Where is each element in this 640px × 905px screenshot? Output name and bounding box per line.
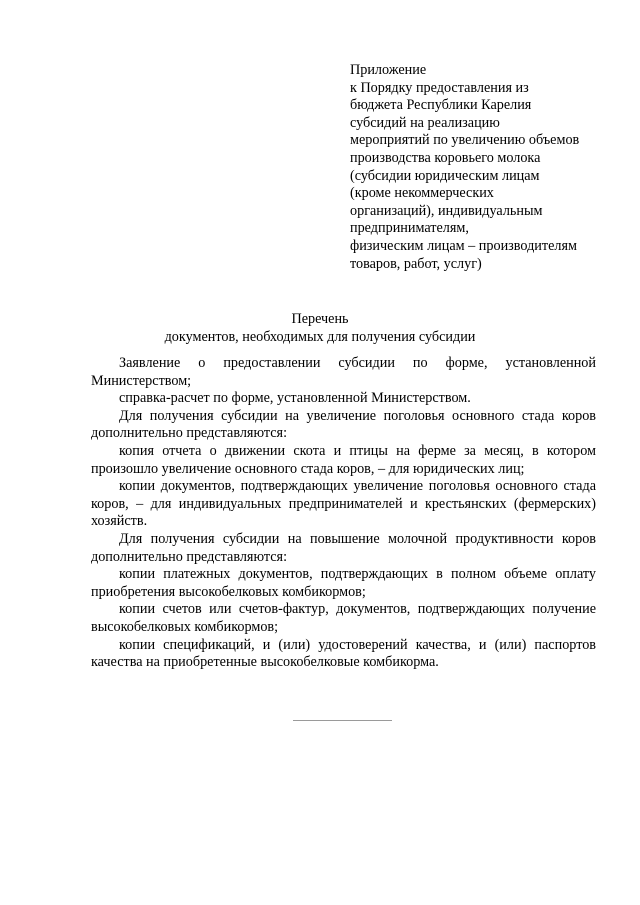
appendix-line: к Порядку предоставления из: [350, 79, 529, 96]
body-paragraph: Для получения субсидии на повышение молочной продуктивности коров дополнительно представляются:: [91, 530, 596, 565]
appendix-line: производства коровьего молока: [350, 149, 541, 166]
body-paragraph: Заявление о предоставлении субсидии по форме, установленной Министерством;: [91, 355, 596, 389]
document-subtitle: документов, необходимых для получения субсидии: [164, 329, 476, 345]
appendix-line: бюджета Республики Карелия: [350, 97, 532, 114]
appendix-line: физическим лицам – производителям: [350, 237, 577, 254]
appendix-line: (кроме некоммерческих: [350, 185, 494, 202]
body-paragraph: копии платежных документов, подтверждающих в полном объеме оплату приобретения высокобелковых комбикормов;: [91, 566, 596, 600]
appendix-line: (субсидии юридическим лицам: [350, 167, 540, 184]
appendix-line: Приложение: [350, 62, 427, 78]
body-paragraph: копии счетов или счетов-фактур, документов, подтверждающих получение высокобелковых комбикормов;: [91, 601, 596, 635]
body-paragraph: копия отчета о движении скота и птицы на ферме за месяц, в котором произошло увеличение основного стада коров, – для юридических лиц;: [91, 442, 596, 477]
body-paragraph: Для получения субсидии на увеличение поголовья основного стада коров дополнительно представляются:: [91, 407, 596, 442]
body-paragraph: копии спецификаций, и (или) удостоверений качества, и (или) паспортов качества на приобретенные высокобелковые комбикорма.: [91, 636, 596, 671]
document-title: Перечень: [291, 311, 349, 327]
appendix-header: [350, 62, 610, 273]
document-body: [91, 355, 596, 672]
end-separator-line: [293, 720, 392, 721]
appendix-line: организаций), индивидуальным: [350, 202, 543, 219]
body-paragraph: копии документов, подтверждающих увеличение поголовья основного стада коров, – для индивидуальных предпринимателей и крестьянских (фермерских) хозяйств.: [91, 478, 596, 530]
appendix-line: товаров, работ, услуг): [350, 255, 482, 272]
appendix-line: предпринимателям,: [350, 220, 469, 237]
body-paragraph: справка-расчет по форме, установленной Министерством.: [119, 390, 471, 407]
appendix-line: субсидий на реализацию: [350, 114, 500, 131]
appendix-line: мероприятий по увеличению объемов: [350, 132, 580, 149]
